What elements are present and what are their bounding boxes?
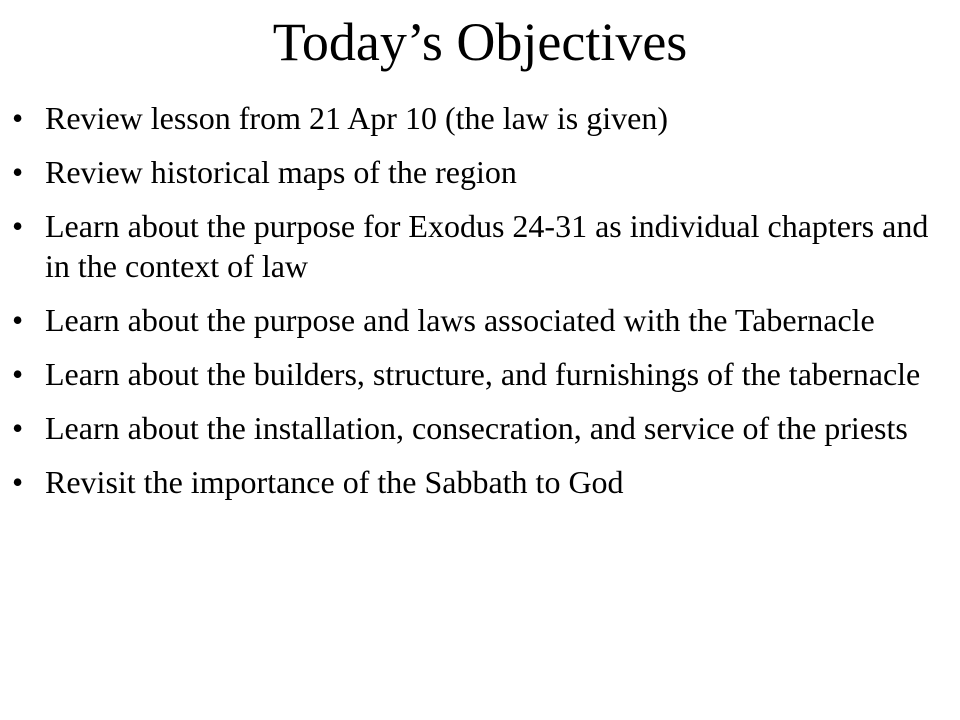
objective-text: Review historical maps of the region — [45, 154, 517, 190]
objective-text: Learn about the purpose and laws associated with the Tabernacle — [45, 302, 875, 338]
objective-text: Learn about the purpose for Exodus 24-31 as individual chapters and in the context of law — [45, 208, 929, 284]
objective-item — [0, 152, 960, 192]
bullet-icon: • — [12, 154, 24, 190]
objective-text: Learn about the builders, structure, and furnishings of the tabernacle — [45, 356, 921, 392]
slide-title: Today’s Objectives — [272, 12, 688, 72]
objective-text: Revisit the importance of the Sabbath to God — [45, 464, 624, 500]
bullet-icon: • — [12, 208, 24, 244]
bullet-icon: • — [12, 464, 24, 500]
bullet-icon: • — [12, 302, 24, 338]
objective-item — [0, 354, 960, 394]
objective-item — [0, 300, 960, 340]
objective-text: Review lesson from 21 Apr 10 (the law is given) — [45, 100, 668, 136]
bullet-icon: • — [12, 356, 24, 392]
objective-item — [0, 408, 960, 448]
objective-item — [0, 462, 960, 502]
objective-item — [0, 206, 960, 286]
objective-text: Learn about the installation, consecration, and service of the priests — [45, 410, 908, 446]
objectives-list — [0, 98, 960, 516]
bullet-icon: • — [12, 100, 24, 136]
objective-item — [0, 98, 960, 138]
bullet-icon: • — [12, 410, 24, 446]
